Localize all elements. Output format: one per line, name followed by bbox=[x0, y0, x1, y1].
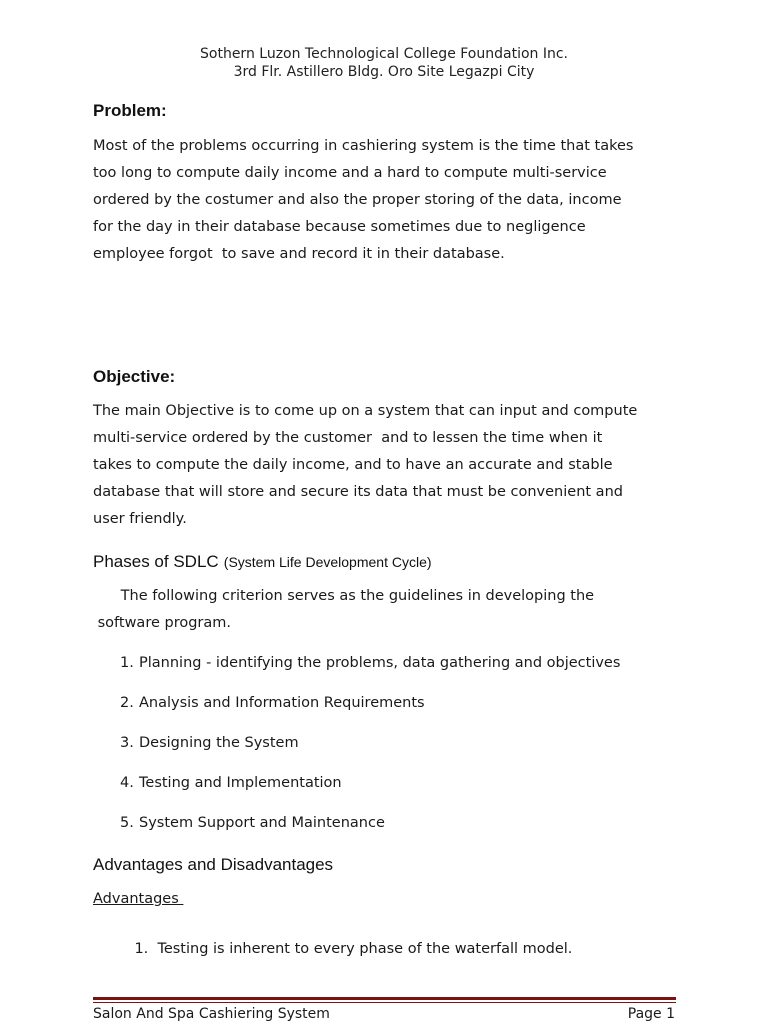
advantage-text: Testing is inherent to every phase of the waterfall model. bbox=[157, 941, 573, 957]
problem-line: Most of the problems occurring in cashiering system is the time that takes bbox=[93, 138, 634, 154]
footer-page-number: Page 1 bbox=[627, 1006, 675, 1022]
objective-heading: Objective: bbox=[93, 367, 176, 386]
phase-number: 5. bbox=[120, 815, 134, 831]
problem-heading: Problem: bbox=[93, 101, 167, 120]
phase-text: Analysis and Information Requirements bbox=[139, 695, 425, 711]
objective-line: takes to compute the daily income, and to have an accurate and stable bbox=[93, 457, 613, 473]
sdlc-heading-note: (System Life Development Cycle) bbox=[223, 554, 432, 570]
problem-line: ordered by the costumer and also the proper storing of the data, income bbox=[93, 192, 622, 208]
sdlc-intro-line: The following criterion serves as the guidelines in developing the bbox=[93, 588, 595, 604]
phase-number: 3. bbox=[120, 735, 134, 751]
advantages-disadvantages-heading: Advantages and Disadvantages bbox=[93, 855, 334, 874]
phase-number: 1. bbox=[120, 655, 134, 671]
objective-line: database that will store and secure its data that must be convenient and bbox=[93, 484, 623, 500]
page-header bbox=[0, 45, 768, 81]
header-institution: Sothern Luzon Technological College Foundation Inc. bbox=[200, 46, 568, 62]
objective-line: multi-service ordered by the customer and to lessen the time when it bbox=[93, 430, 603, 446]
phase-list-item bbox=[120, 815, 385, 831]
objective-paragraph bbox=[93, 398, 693, 533]
footer-rule bbox=[93, 997, 676, 1000]
phase-list-item bbox=[120, 775, 342, 791]
objective-line: The main Objective is to come up on a system that can input and compute bbox=[93, 403, 638, 419]
phase-number: 2. bbox=[120, 695, 134, 711]
phase-list-item bbox=[120, 735, 299, 751]
phase-number: 4. bbox=[120, 775, 134, 791]
problem-line: for the day in their database because sometimes due to negligence bbox=[93, 219, 586, 235]
sdlc-intro-line: software program. bbox=[93, 615, 231, 631]
phase-text: System Support and Maintenance bbox=[139, 815, 385, 831]
advantage-number: 1. bbox=[134, 941, 149, 957]
footer-document-title: Salon And Spa Cashiering System bbox=[93, 1006, 330, 1022]
sdlc-heading bbox=[93, 552, 432, 572]
advantages-subheading: Advantages bbox=[93, 891, 184, 907]
phase-text: Planning - identifying the problems, data gathering and objectives bbox=[139, 655, 621, 671]
problem-line: employee forgot to save and record it in their database. bbox=[93, 246, 505, 262]
header-address: 3rd Flr. Astillero Bldg. Oro Site Legazpi City bbox=[233, 64, 535, 80]
sdlc-intro bbox=[93, 583, 693, 637]
phase-list-item bbox=[120, 695, 425, 711]
phase-text: Designing the System bbox=[139, 735, 299, 751]
advantage-list-item bbox=[116, 925, 572, 973]
problem-line: too long to compute daily income and a hard to compute multi-service bbox=[93, 165, 607, 181]
footer-rule-thin bbox=[93, 1002, 676, 1003]
problem-paragraph bbox=[93, 133, 693, 268]
phase-text: Testing and Implementation bbox=[139, 775, 342, 791]
objective-line: user friendly. bbox=[93, 511, 187, 527]
sdlc-heading-title: Phases of SDLC bbox=[93, 552, 219, 571]
phase-list-item bbox=[120, 655, 620, 671]
